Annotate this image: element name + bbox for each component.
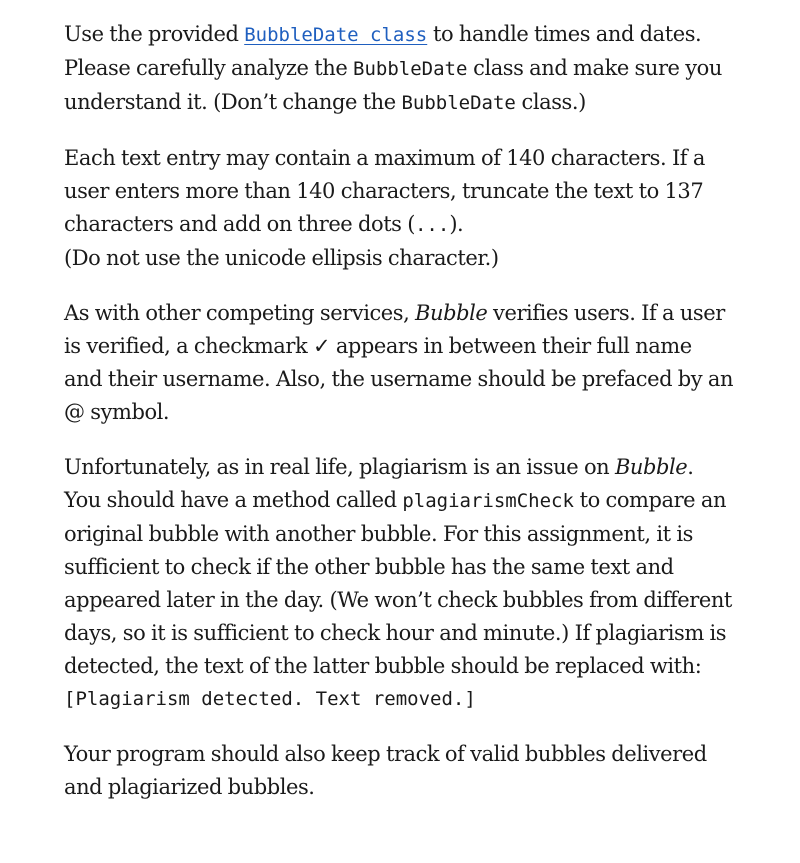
paragraph-character-limit [64,142,734,275]
text: Use the provided [64,22,245,46]
paragraph-verified-users [64,297,734,429]
bubbledate-class-link[interactable]: BubbleDate class [244,24,428,46]
text: As with other competing services, [64,301,416,325]
text: Each text entry may contain a maximum of 140 characters. If a user enters more than 140 characters, truncate the text to 137 characters and add on three dots ( [64,146,705,236]
bubble-name-italic: Bubble [415,301,488,325]
text: Unfortunately, as in real life, plagiarism is an issue on [64,455,615,479]
text: ). [449,212,464,236]
text: class and make sure you understand it. (Don’t change the [64,56,722,114]
plagiarism-replacement-text: [Plagiarism detected. Text removed.] [64,688,476,710]
text: Your program should also keep track of valid bubbles delivered and plagiarized bubbles. [64,742,707,799]
inline-code-bubbledate: BubbleDate [401,92,516,114]
bubble-name-italic: Bubble [614,455,688,479]
assignment-document [64,18,734,826]
text: to compare an original bubble with another bubble. For this assignment, it is sufficient to check if the other bubble has the same text and appeared later in the day. (We won’t check bubbles from different days, so it is sufficient to check hour and minute.) If plagiarism is detected, the text of the latter bubble should be replaced with: [64,488,732,678]
paragraph-tracking [64,738,734,804]
text: class.) [515,90,586,114]
ellipsis-note: (Do not use the unicode ellipsis character.) [64,246,499,270]
inline-code-dots: ... [414,214,450,236]
paragraph-plagiarism [64,451,734,716]
inline-code-plagiarismcheck: plagiarismCheck [402,490,574,512]
inline-code-bubbledate: BubbleDate [353,58,468,80]
text: verifies users. If a user is verified, a checkmark ✓ appears in between their full name and their username. Also, the username should be prefaced by an @ symbol. [64,301,734,424]
text: . You should have a method called [64,455,694,512]
paragraph-bubbledate [64,18,734,120]
text: to handle times and dates. Please carefully analyze the [64,22,702,80]
